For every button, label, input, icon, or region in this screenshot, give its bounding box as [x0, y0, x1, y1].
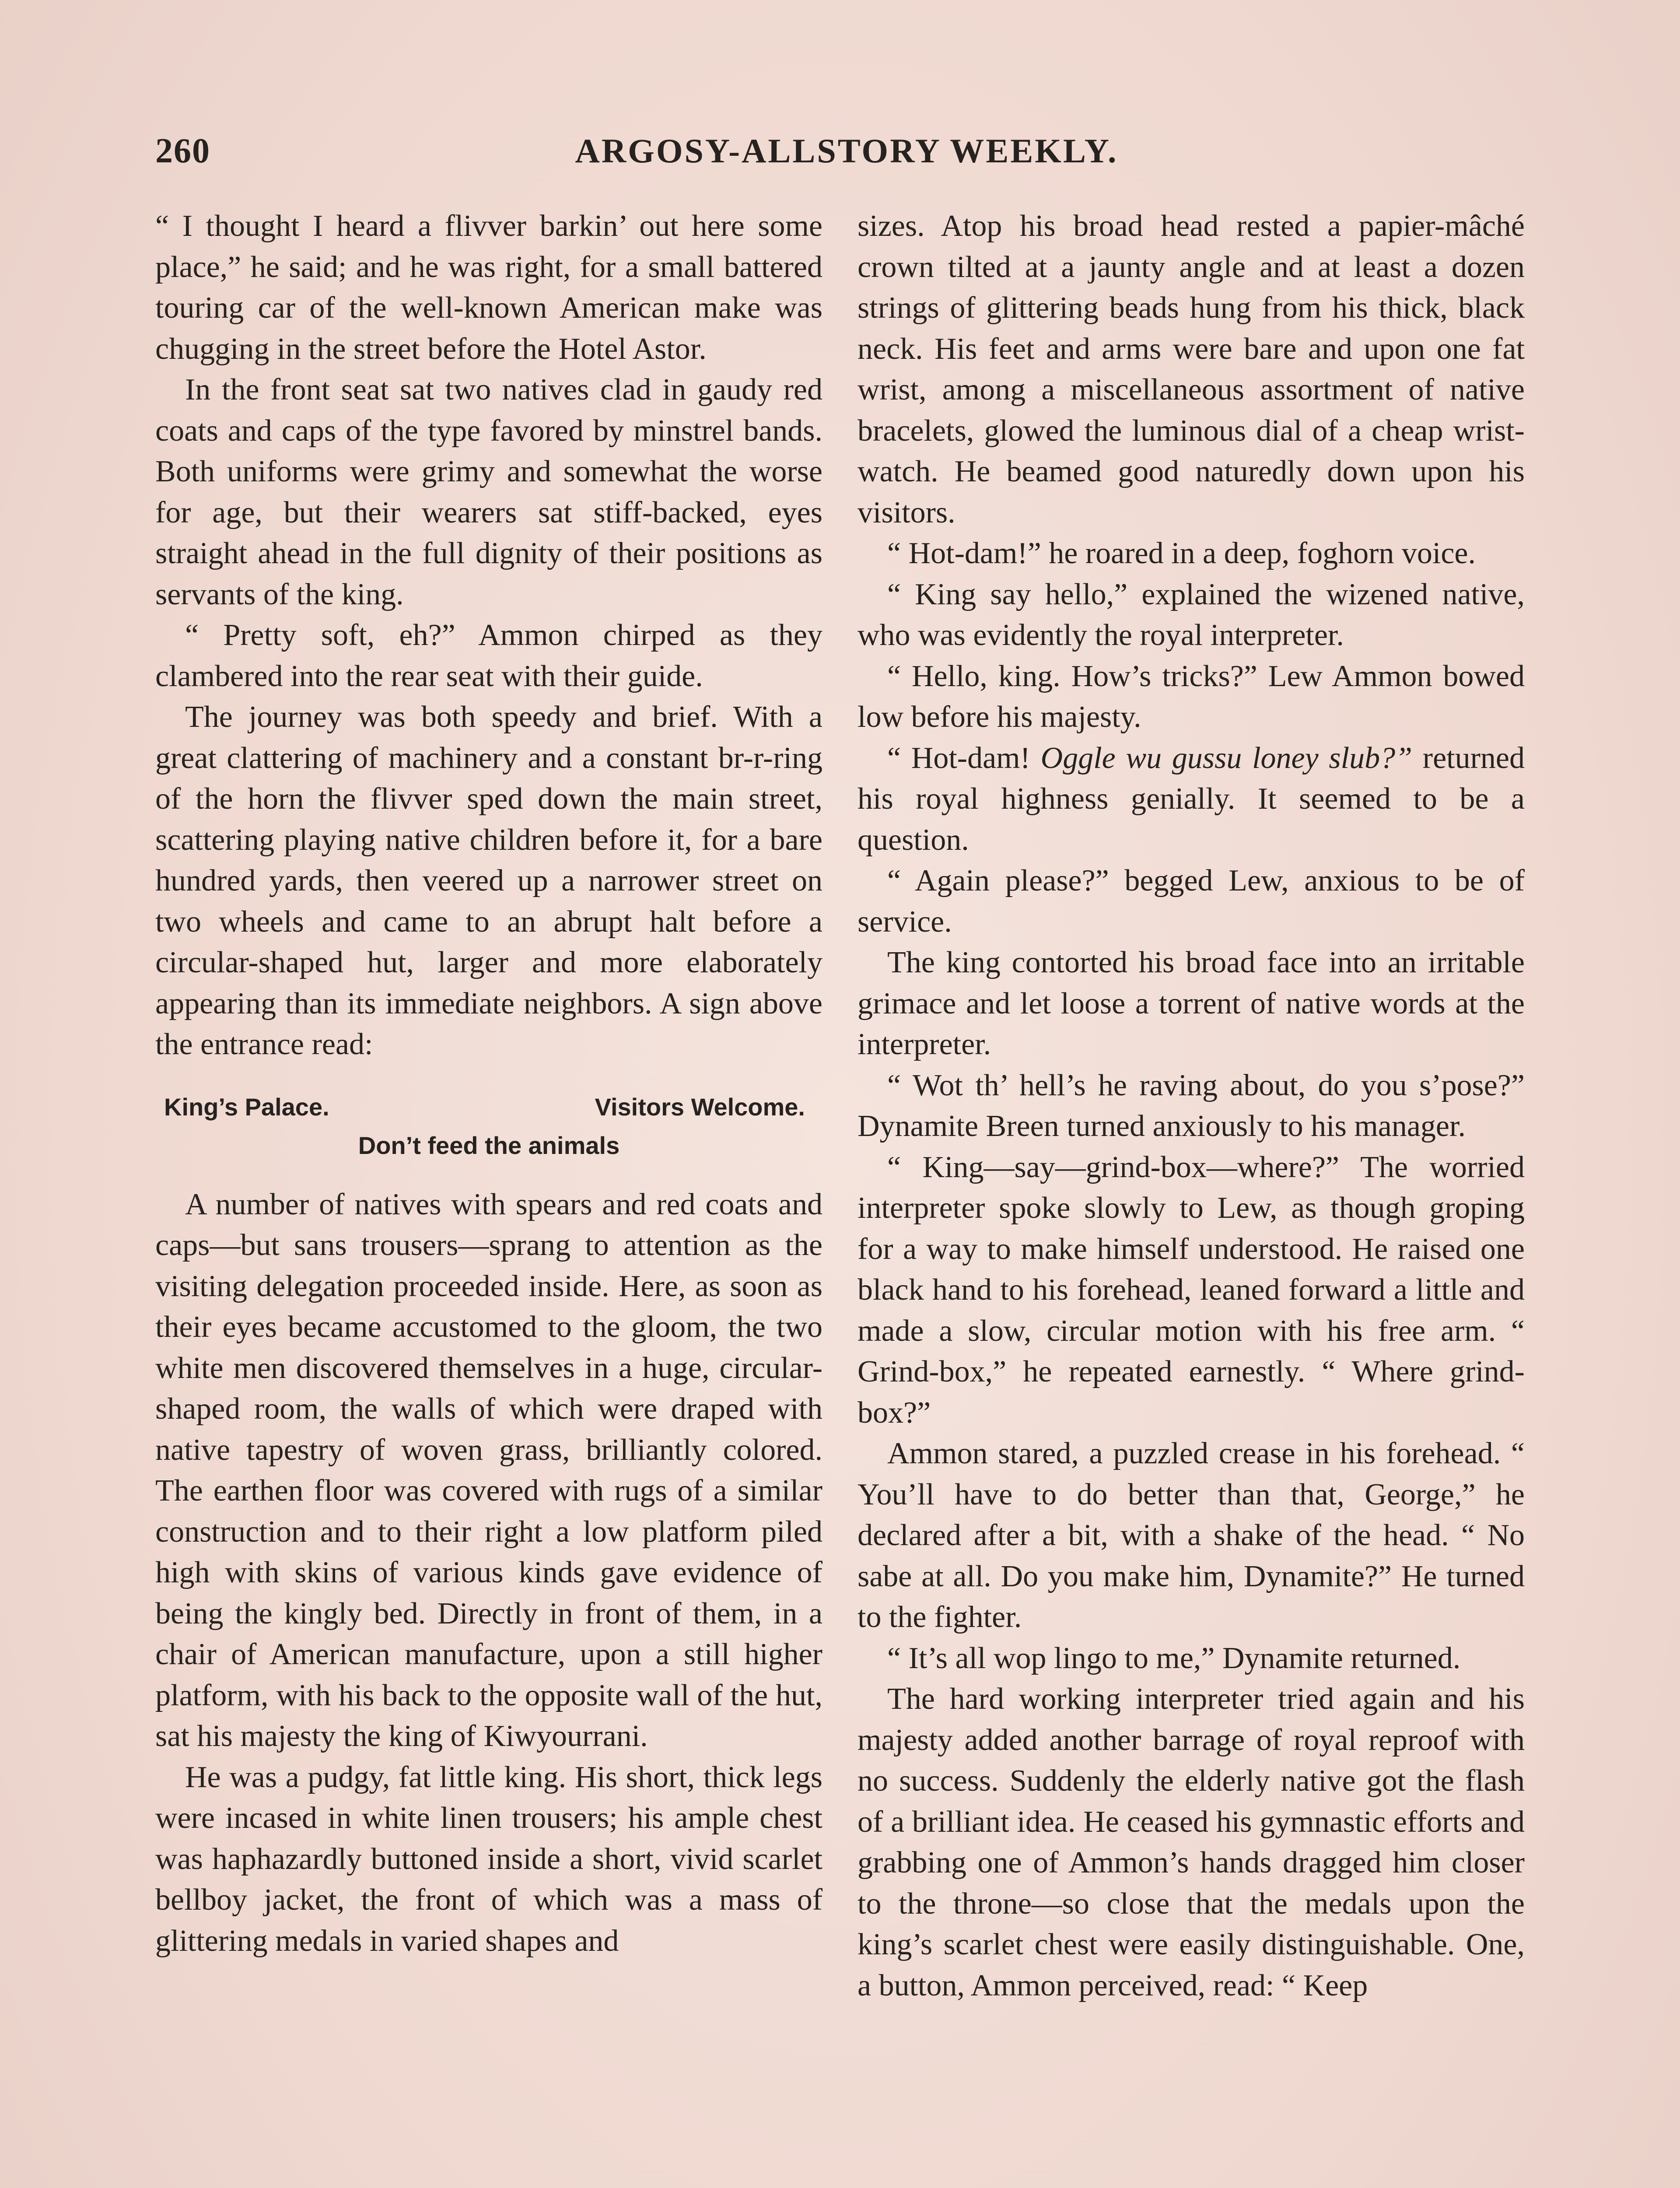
paragraph: “ King say hello,” explained the wizened native, who was evidently the royal interpreter.	[858, 577, 1525, 652]
paragraph: “ Hot-dam!” he roared in a deep, foghorn voice.	[887, 536, 1476, 570]
paragraph: “ King—say—grind-box—where?” The worried interpreter spoke slowly to Lew, as though groping for a way to make himself understood. He raised one black hand to his forehead, leaned forward a little and made a slow, circular motion with his free arm. “ Grind-box,” he repeated earnestly. “ Where grind-box?”	[858, 1150, 1525, 1430]
paragraph	[858, 738, 1525, 861]
sign-second-line: Don’t feed the animals	[358, 1131, 620, 1159]
italic-native-phrase: Oggle wu gussu loney slub?”	[1040, 741, 1413, 775]
dialogue-text: “ Hot-dam!	[887, 741, 1041, 775]
page-header	[155, 131, 1538, 184]
paragraph: sizes. Atop his broad head rested a papier-mâché crown tilted at a jaunty angle and at least a dozen strings of glittering beads hung from his thick, black neck. His feet and arms were bare and upon one fat wrist, among a miscellaneous assortment of native bracelets, glowed the luminous dial of a cheap wrist-watch. He beamed good naturedly down upon his visitors.	[858, 209, 1525, 529]
paragraph: “ Again please?” begged Lew, anxious to be of service.	[858, 864, 1525, 939]
paragraph: Ammon stared, a puzzled crease in his forehead. “ You’ll have to do better than that, George,” he declared after a bit, with a shake of the head. “ No sabe at all. Do you make him, Dynamite?” He turned to the fighter.	[858, 1437, 1525, 1634]
paragraph: The king contorted his broad face into an irritable grimace and let loose a torrent of native words at the interpreter.	[858, 946, 1525, 1061]
right-column	[858, 206, 1525, 2006]
paragraph: In the front seat sat two natives clad in gaudy red coats and caps of the type favored by minstrel bands. Both uniforms were grimy and somewhat the worse for age, but their wearers sat stiff-backed, eyes straight ahead in the full dignity of their positions as servants of the king.	[155, 373, 822, 611]
paragraph: He was a pudgy, fat little king. His short, thick legs were incased in white linen trousers; his ample chest was haphazardly buttoned inside a short, vivid scarlet bellboy jacket, the front of which was a mass of glittering medals in varied shapes and	[155, 1760, 822, 1958]
paragraph: “ It’s all wop lingo to me,” Dynamite returned.	[887, 1641, 1461, 1675]
paragraph: “ Wot th’ hell’s he raving about, do you s’pose?” Dynamite Breen turned anxiously to his manager.	[858, 1068, 1525, 1143]
left-column	[155, 206, 822, 1961]
sign-left-text: King’s Palace.	[164, 1093, 329, 1121]
paragraph: “ Pretty soft, eh?” Ammon chirped as they clambered into the rear seat with their guide.	[155, 618, 822, 693]
paragraph: “ I thought I heard a flivver barkin’ out here some place,” he said; and he was right, for a small battered touring car of the well-known American make was chugging in the street before the Hotel Astor.	[155, 209, 822, 366]
palace-sign	[155, 1088, 822, 1165]
paragraph: A number of natives with spears and red coats and caps—but sans trousers—sprang to attention as the visiting delegation proceeded inside. Here, as soon as their eyes became accustomed to the gloom, the two white men discovered themselves in a huge, circular-shaped room, the walls of which were draped with native tapestry of woven grass, brilliantly colored. The earthen floor was covered with rugs of a similar construction and to their right a low platform piled high with skins of various kinds gave evidence of being the kingly bed. Directly in front of them, in a chair of American manufacture, upon a still higher platform, with his back to the opposite wall of the hut, sat his majesty the king of Kiwyourrani.	[155, 1187, 822, 1753]
paragraph: “ Hello, king. How’s tricks?” Lew Ammon bowed low before his majesty.	[858, 659, 1525, 734]
page-number: 260	[155, 132, 210, 170]
sign-right-text: Visitors Welcome.	[595, 1093, 805, 1121]
paragraph: The hard working interpreter tried again and his majesty added another barrage of royal reproof with no success. Suddenly the elderly native got the flash of a brilliant idea. He ceased his gymnastic efforts and grabbing one of Ammon’s hands dragged him closer to the throne—so close that the medals upon the king’s scarlet chest were easily distinguishable. One, a button, Ammon perceived, read: “ Keep	[858, 1682, 1525, 2002]
running-head: ARGOSY-ALLSTORY WEEKLY.	[575, 132, 1118, 170]
paragraph: The journey was both speedy and brief. With a great clattering of machinery and a constant br-r-ring of the horn the flivver sped down the main street, scattering playing native children before it, for a bare hundred yards, then veered up a narrower street on two wheels and came to an abrupt halt before a circular-shaped hut, larger and more elaborately appearing than its immediate neighbors. A sign above the entrance read:	[155, 700, 822, 1061]
dialogue-text: returned his royal highness genially. It seemed to be a question.	[858, 741, 1525, 857]
